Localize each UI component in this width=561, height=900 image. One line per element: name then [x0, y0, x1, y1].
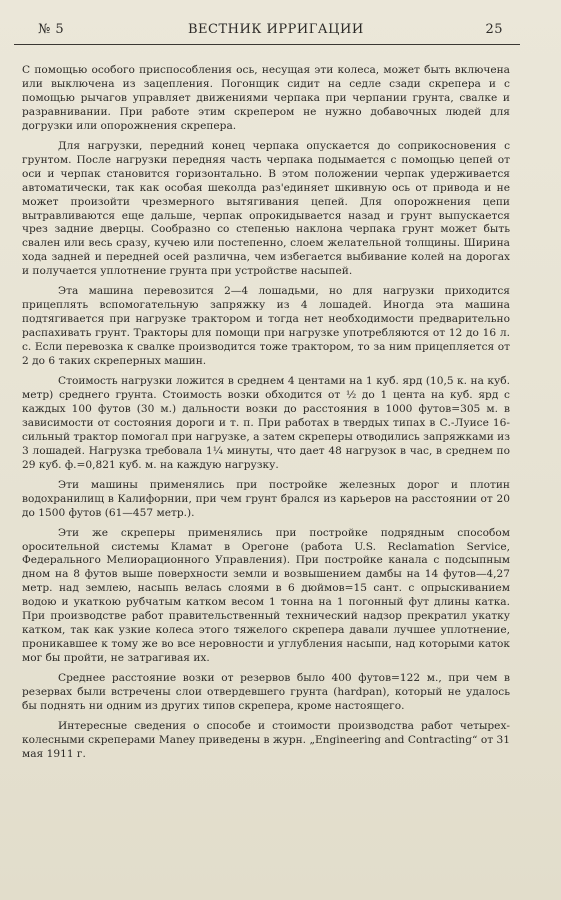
- paragraph: Эти машины применялись при постройке железных дорог и плотин водохранилищ в Калифорнии, при чем грунт брался из карьеров на расстоянии от 20 до 1500 футов (61—457 метр.).: [22, 478, 510, 519]
- paragraph: Стоимость нагрузки ложится в среднем 4 центами на 1 куб. ярд (10,5 к. на куб. метр) среднего грунта. Стоимость возки обходится от ½ до 1 цента на куб. ярд с каждых 100 футов (30 м.) дальности возки до расстояния в 1000 футов=305 м. в зависимости от состояния дороги и т. п. При работах в твердых типах в С.-Луисе 16-сильный трактор помогал при нагрузке, а затем скреперы отводились запряжками из 3 лошадей. Нагрузка требовала 1¼ минуты, что дает 48 нагрузок в час, в среднем по 29 куб. ф.=0,821 куб. м. на каждую нагрузку.: [22, 375, 510, 471]
- page-number: 25: [485, 22, 503, 37]
- paragraph: Эта машина перевозится 2—4 лошадьми, но для нагрузки приходится прицеплять вспомогательную запряжку из 4 лошадей. Иногда эта машина подтягивается при нагрузке трактором и тогда нет необходимости предварительно распахивать грунт. Тракторы для помощи при нагрузке употребляются от 12 до 16 л. с. Если перевозка к свалке производится тоже трактором, то за ним прицепляется от 2 до 6 таких скреперных машин.: [22, 285, 510, 368]
- paragraph: Интересные сведения о способе и стоимости производства работ четырех-колесными скреперами Maney приведены в журн. „Engineering and Contracting“ от 31 мая 1911 г.: [22, 719, 510, 760]
- journal-title: ВЕСТНИК ИРРИГАЦИИ: [188, 22, 364, 37]
- header-rule: [14, 44, 520, 45]
- paragraph: Среднее расстояние возки от резервов было 400 футов=122 м., при чем в резервах были встречены слои отвердевшего грунта (hardpan), который не удалось бы поднять ни одним из других типов скрепера, кроме настоящего.: [22, 672, 510, 712]
- running-head: [38, 22, 503, 38]
- paragraph: Для нагрузки, передний конец черпака опускается до соприкосновения с грунтом. После нагрузки передняя часть черпака подымается с помощью цепей от оси и черпак становится горизонтально. В этом положении черпак удерживается автоматически, так как особая шеколда раз'единяет шкивную ось от привода и не может произойти чрезмерного вытягивания цепей. Для опорожнения цепи вытравливаются еще дальше, черпак опрокидывается назад и грунт выпускается чрез задние дверцы. Сообразно со степенью наклона черпака грунт может быть свален или весь сразу, кучею или постепенно, слоем желательной толщины. Ширина хода задней и передней осей различна, чем избегается выбивание колей на дорогах и получается уплотнение грунта при устройстве насыпей.: [22, 139, 510, 278]
- paragraph: Эти же скреперы применялись при постройке подрядным способом оросительной системы Кламат в Орегоне (работа U.S. Reclamation Service, Федерального Мелиорационного Управления). При постройке канала с подсыпным дном на 8 футов выше поверхности земли и возвышением дамбы на 14 футов—4,27 метр. над землею, насыпь велась слоями в 6 дюймов=15 сант. с опрыскиванием водою и укаткою рубчатым катком весом 1 тонна на 1 погонный фут длины катка. При производстве работ правительственный технический надзор прекратил укатку катком, так как узкие колеса этого тяжелого скрепера давали лучшее уплотнение, проникавшее к тому же во все неровности и углубления насыпи, над которыми каток мог бы пройти, не затрагивая их.: [22, 526, 510, 665]
- article-body: [22, 64, 510, 768]
- issue-number: № 5: [38, 22, 65, 37]
- paragraph: С помощью особого приспособления ось, несущая эти колеса, может быть включена или выключена из зацепления. Погонщик сидит на седле сзади скрепера и с помощью рычагов управляет движениями черпака при черпании грунта, свалке и разравнивании. При работе этим скрепером не нужно добавочных людей для догрузки или опорожнения скрепера.: [22, 64, 510, 132]
